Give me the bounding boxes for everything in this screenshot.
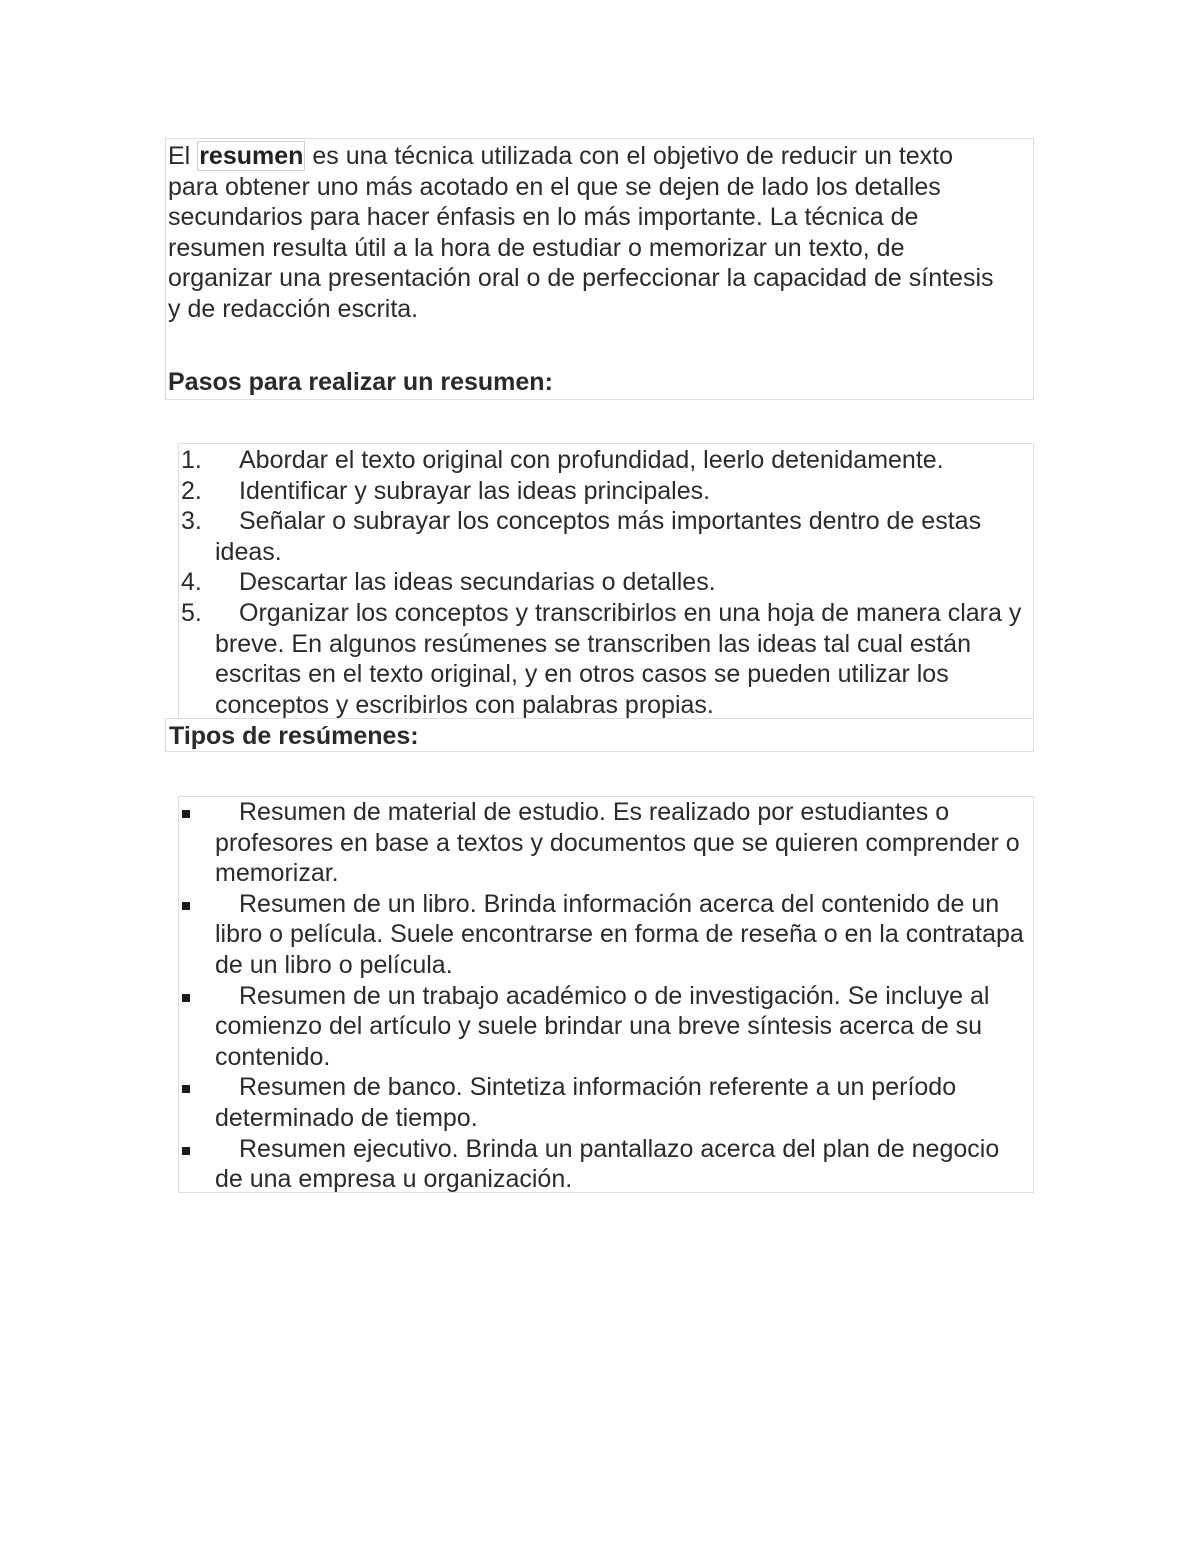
type-item-1 [179,797,1033,889]
square-bullet-icon [182,902,190,910]
step-item-4 [179,567,1033,598]
intro-prefix: El [168,142,198,170]
type-text: Resumen de banco. Sintetiza información referente a un período determinado de tiempo. [215,1073,957,1132]
step-text: Identificar y subrayar las ideas principales. [239,476,711,505]
square-bullet-icon [182,810,190,818]
step-text: Señalar o subrayar los conceptos más importantes dentro de estas ideas. [215,507,982,566]
step-item-2 [179,476,1033,507]
step-number: 1. [181,446,202,474]
step-number: 5. [181,598,202,627]
types-section [178,796,1034,1193]
steps-heading: Pasos para realizar un resumen: [168,368,553,396]
types-heading-section [165,718,1034,752]
intro-body-text: es una técnica utilizada con el objetivo de reducir un texto para obtener uno más acotado en el que se dejen de lado los detalles secundarios para hacer énfasis en lo más importante. La técnica de resumen resulta útil a la hora de estudiar o memorizar un texto, de organizar una presentación oral o de perfeccionar la capacidad de síntesis y de redacción escrita. [168,142,994,323]
types-list [179,797,1033,1195]
step-item-1 [179,445,1033,476]
types-heading: Tipos de resúmenes: [169,722,419,750]
step-number: 3. [181,507,202,536]
step-item-3 [179,506,1033,567]
type-item-4 [179,1072,1033,1133]
square-bullet-icon [182,1147,190,1155]
type-item-3 [179,981,1033,1073]
step-text: Descartar las ideas secundarias o detalles. [239,568,716,597]
type-text: Resumen de un libro. Brinda información acerca del contenido de un libro o película. Suele encontrarse en forma de reseña o en la contratapa de un libro o película. [215,889,1024,979]
steps-section [178,443,1034,719]
step-number: 4. [181,568,202,597]
intro-term-resumen: resumen [199,142,304,170]
square-bullet-icon [182,994,190,1002]
square-bullet-icon [182,1085,190,1093]
step-number: 2. [181,476,202,505]
steps-list [179,445,1033,720]
type-text: Resumen de un trabajo académico o de investigación. Se incluye al comienzo del artículo y suele brindar una breve síntesis acerca de su contenido. [215,981,990,1071]
step-item-5 [179,598,1033,720]
step-text: Organizar los conceptos y transcribirlos en una hoja de manera clara y breve. En algunos resúmenes se transcriben las ideas tal cual están escritas en el texto original, y en otros casos se pueden utilizar los conceptos y escribirlos con palabras propias. [215,598,1022,719]
type-text: Resumen de material de estudio. Es realizado por estudiantes o profesores en base a textos y documentos que se quieren comprender o memorizar. [215,798,1020,888]
type-text: Resumen ejecutivo. Brinda un pantallazo acerca del plan de negocio de una empresa u organización. [215,1134,1000,1194]
step-text: Abordar el texto original con profundidad, leerlo detenidamente. [239,446,944,474]
intro-section [165,138,1034,400]
intro-paragraph [168,141,1008,325]
type-item-2 [179,889,1033,981]
type-item-5 [179,1134,1033,1195]
